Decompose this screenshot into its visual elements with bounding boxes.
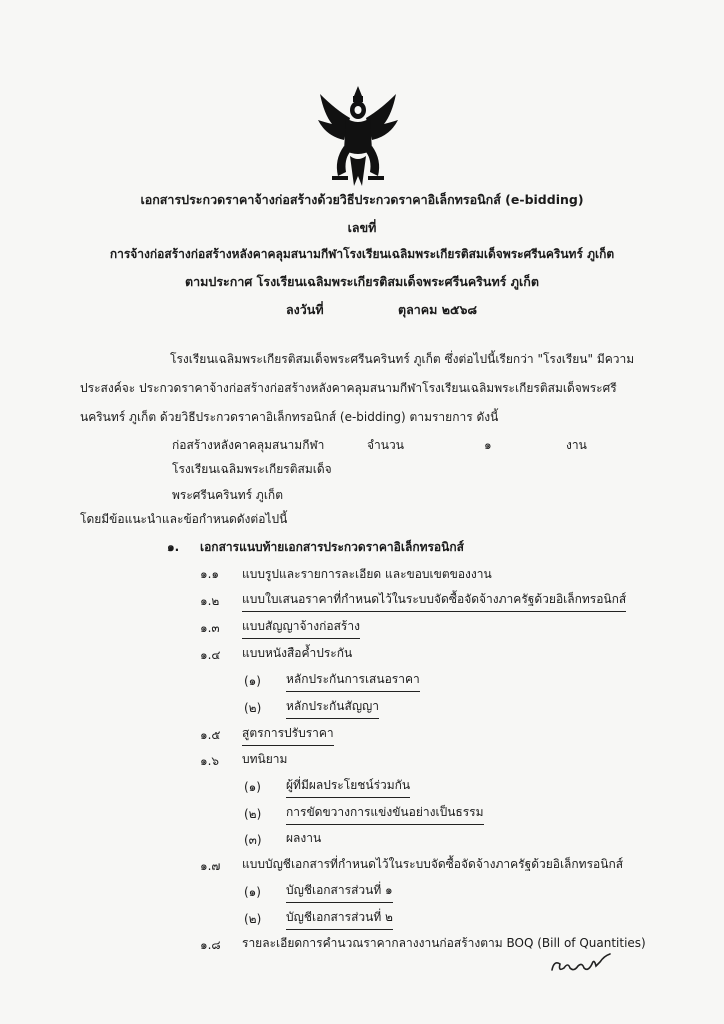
sub-number: ๑.๖ (200, 754, 220, 768)
sub-number: (๒) (244, 912, 262, 926)
sub-item-text: แบบใบเสนอราคาที่กำหนดไว้ในระบบจัดซื้อจัดจ้างภาครัฐด้วยอิเล็กทรอนิกส์ (242, 590, 626, 612)
sub-number: (๒) (244, 701, 262, 715)
sub-item-text: แบบรูปและรายการละเอียด และขอบเขตของงาน (242, 567, 492, 581)
sub-number: ๑.๓ (200, 621, 220, 635)
sub-number: ๑.๔ (200, 648, 221, 662)
sub-number: ๑.๕ (200, 728, 221, 742)
sub-item-text: บัญชีเอกสารส่วนที่ ๑ (286, 881, 393, 903)
document-number-label: เลขที่ (347, 220, 377, 235)
sub-number: ๑.๒ (200, 594, 220, 608)
handwritten-signature (548, 952, 612, 978)
section-title: เอกสารแนบท้ายเอกสารประกวดราคาอิเล็กทรอนิกส์ (200, 540, 464, 554)
document-title: เอกสารประกวดราคาจ้างก่อสร้างด้วยวิธีประกวดราคาอิเล็กทรอนิกส์ (e-bidding) (140, 192, 584, 207)
item-name-line-3: พระศรีนครินทร์ ภูเก็ต (172, 488, 283, 502)
item-name-line-1: ก่อสร้างหลังคาคลุมสนามกีฬา (172, 438, 325, 452)
item-unit: งาน (566, 438, 587, 452)
sub-item-text: แบบสัญญาจ้างก่อสร้าง (242, 617, 360, 639)
sub-number: (๑) (244, 885, 261, 899)
intro-line-1: โรงเรียนเฉลิมพระเกียรติสมเด็จพระศรีนครินทร์ ภูเก็ต ซึ่งต่อไปนี้เรียกว่า "โรงเรียน" มีความ (170, 352, 635, 366)
sub-item-text: สูตรการปรับราคา (242, 724, 334, 746)
intro-line-2: ประสงค์จะ ประกวดราคาจ้างก่อสร้างก่อสร้างหลังคาคลุมสนามกีฬาโรงเรียนเฉลิมพระเกียรติสมเด็จพระศรี (80, 381, 617, 395)
sub-item-text: ผลงาน (286, 831, 322, 845)
sub-number: (๑) (244, 780, 261, 794)
item-qty: ๑ (484, 438, 492, 452)
sub-item-text: บัญชีเอกสารส่วนที่ ๒ (286, 908, 393, 930)
sub-item-text: แบบหนังสือค้ำประกัน (242, 646, 353, 660)
garuda-emblem (314, 80, 402, 192)
announcement-line: ตามประกาศ โรงเรียนเฉลิมพระเกียรติสมเด็จพระศรีนครินทร์ ภูเก็ต (185, 274, 539, 289)
item-qty-label: จำนวน (367, 438, 404, 452)
sub-item-text: รายละเอียดการคำนวณราคากลางงานก่อสร้างตาม BOQ (Bill of Quantities) (242, 936, 646, 950)
sub-item-text: แบบบัญชีเอกสารที่กำหนดไว้ในระบบจัดซื้อจัดจ้างภาครัฐด้วยอิเล็กทรอนิกส์ (242, 857, 624, 871)
section-number: ๑. (167, 540, 180, 554)
sub-item-text: การขัดขวางการแข่งขันอย่างเป็นธรรม (286, 803, 484, 825)
sub-item-text: บทนิยาม (242, 752, 288, 766)
date-value: ตุลาคม ๒๕๖๘ (398, 302, 478, 317)
intro-line-3: นครินทร์ ภูเก็ต ด้วยวิธีประกวดราคาอิเล็กทรอนิกส์ (e-bidding) ตามรายการ ดังนี้ (80, 410, 499, 424)
date-label: ลงวันที่ (286, 302, 324, 317)
sub-number: (๒) (244, 807, 262, 821)
project-title: การจ้างก่อสร้างก่อสร้างหลังคาคลุมสนามกีฬาโรงเรียนเฉลิมพระเกียรติสมเด็จพระศรีนครินทร์ ภูเก็ต (109, 247, 615, 261)
sub-number: ๑.๘ (200, 938, 221, 952)
sub-number: ๑.๑ (200, 567, 220, 581)
sub-item-text: หลักประกันการเสนอราคา (286, 670, 420, 692)
item-name-line-2: โรงเรียนเฉลิมพระเกียรติสมเด็จ (172, 462, 332, 476)
sub-item-text: หลักประกันสัญญา (286, 697, 379, 719)
sub-number: ๑.๗ (200, 859, 221, 873)
sub-number: (๓) (244, 833, 262, 847)
lead-text: โดยมีข้อแนะนำและข้อกำหนดดังต่อไปนี้ (80, 512, 288, 526)
sub-number: (๑) (244, 674, 261, 688)
sub-item-text: ผู้ที่มีผลประโยชน์ร่วมกัน (286, 776, 410, 798)
